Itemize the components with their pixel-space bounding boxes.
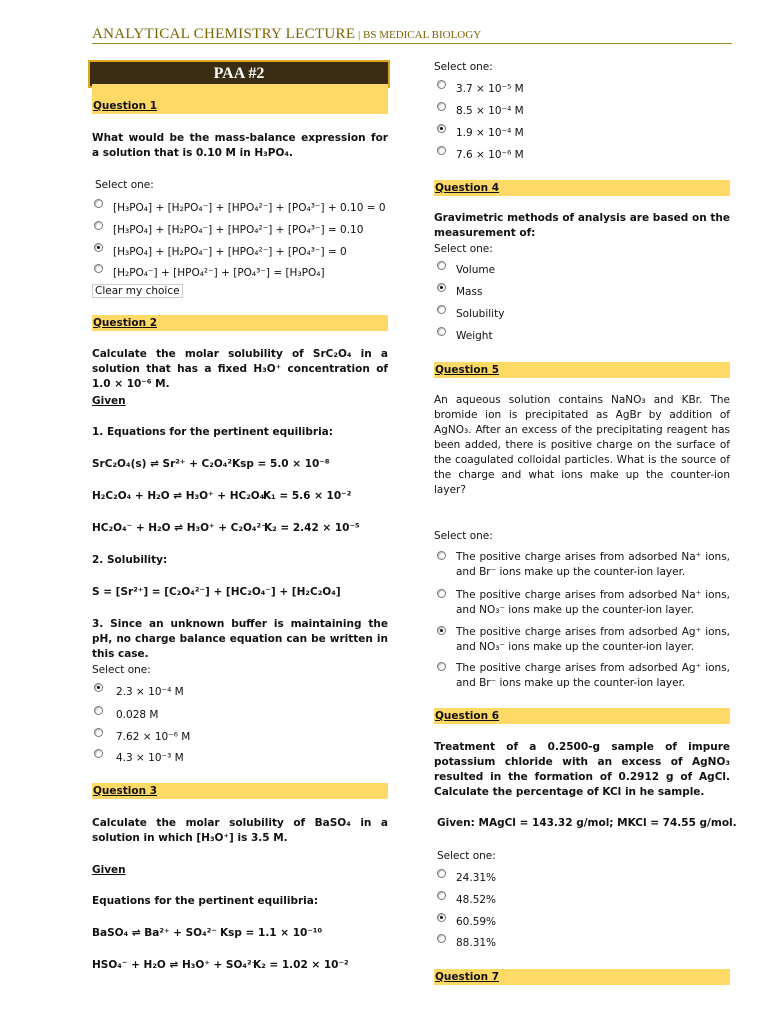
radio-button[interactable] [437,327,446,336]
radio-button[interactable] [437,934,446,943]
question-3-bar [92,783,388,799]
radio-button[interactable] [94,221,103,230]
q2-k2: K₂ = 2.42 × 10⁻⁵ [264,522,360,534]
q6-given: Given: MAgCl = 143.32 g/mol; MKCl = 74.55 g/mol. [437,817,737,829]
select-one-label: Select one: [95,179,154,191]
radio-button-selected[interactable] [437,124,446,133]
q4-option-1[interactable]: Volume [437,264,495,276]
q3-equation-1: BaSO₄ ⇌ Ba²⁺ + SO₄²⁻ [92,927,217,939]
q3-step-1: Equations for the pertinent equilibria: [92,895,319,907]
question-5-label: Question 5 [435,364,500,376]
q3-option-1[interactable]: 3.7 × 10⁻⁵ M [437,83,524,95]
question-5-bar [434,362,730,378]
q3-option-3[interactable]: 1.9 × 10⁻⁴ M [437,127,524,139]
radio-button-selected[interactable] [437,626,446,635]
q4-option-2[interactable]: Mass [437,286,482,298]
q6-option-2[interactable]: 48.52% [437,894,496,906]
q2-equation-2: H₂C₂O₄ + H₂O ⇌ H₃O⁺ + HC₂O₄⁻ [92,490,270,502]
q2-equation-3: HC₂O₄⁻ + H₂O ⇌ H₃O⁺ + C₂O₄²⁻ [92,522,267,534]
question-3-label: Question 3 [93,785,158,797]
q2-equation-1: SrC₂O₄(s) ⇌ Sr²⁺ + C₂O₄²⁻ [92,458,238,470]
radio-button[interactable] [437,869,446,878]
select-one-label: Select one: [437,850,496,862]
radio-button-selected[interactable] [437,283,446,292]
q1-option-2[interactable]: [H₃PO₄] + [H₂PO₄⁻] + [HPO₄²⁻] + [PO₄³⁻] = 0.10 [94,224,363,236]
select-one-label: Select one: [434,243,493,255]
radio-button[interactable] [437,146,446,155]
radio-button[interactable] [437,305,446,314]
question-2-label: Question 2 [93,317,158,329]
q3-given: Given [92,864,126,876]
radio-button[interactable] [94,706,103,715]
q6-option-1[interactable]: 24.31% [437,872,496,884]
question-1-bar [92,84,388,114]
question-4-bar [434,180,730,196]
radio-button-selected[interactable] [437,913,446,922]
select-one-label: Select one: [92,664,151,676]
select-one-label: Select one: [434,61,493,73]
clear-choice-link[interactable]: Clear my choice [92,284,183,298]
q2-given: Given [92,395,126,407]
radio-button[interactable] [437,102,446,111]
radio-button[interactable] [437,551,446,560]
q1-option-1[interactable]: [H₃PO₄] + [H₂PO₄⁻] + [HPO₄²⁻] + [PO₄³⁻] + 0.10 = 0 [94,202,386,214]
header-title: ANALYTICAL CHEMISTRY LECTURE [92,26,356,42]
paa-title: PAA #2 [88,60,390,88]
question-5-text: An aqueous solution contains NaNO₃ and KBr. The bromide ion is precipitated as AgBr by addition of AgNO₃. After an excess of the precipitating reagent has been added, there is positive charge on the surface of the coagulated colloidal particles. What is the source of the charge and what ions make up the counter-ion layer? [434,394,730,496]
radio-button[interactable] [437,891,446,900]
q2-option-1[interactable]: 2.3 × 10⁻⁴ M [94,686,184,698]
q3-ksp: Ksp = 1.1 × 10⁻¹⁰ [220,927,323,939]
q4-option-4[interactable]: Weight [437,330,493,342]
q5-option-3[interactable]: The positive charge arises from adsorbed Ag⁺ ions, and NO₃⁻ ions make up the counter-ion layer. [434,625,730,655]
q2-k1: K₁ = 5.6 × 10⁻² [263,490,352,502]
select-one-label: Select one: [434,530,493,542]
radio-button[interactable] [94,199,103,208]
q4-option-3[interactable]: Solubility [437,308,504,320]
q2-step-2: 2. Solubility: [92,554,168,566]
radio-button[interactable] [437,261,446,270]
page-header [92,26,732,44]
radio-button-selected[interactable] [94,243,103,252]
q1-option-4[interactable]: [H₂PO₄⁻] + [HPO₄²⁻] + [PO₄³⁻] = [H₃PO₄] [94,267,325,279]
q2-ksp: Ksp = 5.0 × 10⁻⁸ [232,458,330,470]
question-6-label: Question 6 [435,710,500,722]
q3-k2: K₂ = 1.02 × 10⁻² [253,959,349,971]
question-2-bar [92,315,388,331]
q3-option-2[interactable]: 8.5 × 10⁻⁴ M [437,105,524,117]
question-1-text: What would be the mass-balance expression for a solution that is 0.10 M in H₃PO₄. [92,132,388,159]
question-4-text: Gravimetric methods of analysis are based on the measurement of: [434,212,730,239]
radio-button[interactable] [437,589,446,598]
q6-option-3[interactable]: 60.59% [437,916,496,928]
q2-option-2[interactable]: 0.028 M [94,709,158,721]
q2-step-3: 3. Since an unknown buffer is maintaining the pH, no charge balance equation can be written in this case. [92,618,388,660]
q2-option-3[interactable]: 7.62 × 10⁻⁶ M [94,731,190,743]
q3-option-4[interactable]: 7.6 × 10⁻⁶ M [437,149,524,161]
question-2-text: Calculate the molar solubility of SrC₂O₄ in a solution that has a fixed H₃O⁺ concentration of 1.0 × 10⁻⁶ M. [92,348,388,390]
q5-option-4[interactable]: The positive charge arises from adsorbed Ag⁺ ions, and Br⁻ ions make up the counter-ion layer. [434,661,730,691]
q2-solubility: S = [Sr²⁺] = [C₂O₄²⁻] + [HC₂O₄⁻] + [H₂C₂O₄] [92,586,341,598]
radio-button-selected[interactable] [94,683,103,692]
q2-option-4[interactable]: 4.3 × 10⁻³ M [94,752,184,764]
q5-option-2[interactable]: The positive charge arises from adsorbed Na⁺ ions, and NO₃⁻ ions make up the counter-ion layer. [434,588,730,618]
radio-button[interactable] [94,264,103,273]
radio-button[interactable] [94,749,103,758]
q3-equation-2: HSO₄⁻ + H₂O ⇌ H₃O⁺ + SO₄²⁻ [92,959,258,971]
q2-step-1: 1. Equations for the pertinent equilibria: [92,426,333,438]
question-4-label: Question 4 [435,182,500,194]
question-1-label: Question 1 [93,100,158,112]
question-7-label: Question 7 [435,971,500,983]
header-separator: | [355,29,363,41]
question-3-text: Calculate the molar solubility of BaSO₄ in a solution in which [H₃O⁺] is 3.5 M. [92,817,388,844]
question-6-text: Treatment of a 0.2500-g sample of impure potassium chloride with an excess of AgNO₃ resulted in the formation of 0.2912 g of AgCl. Calculate the percentage of KCl in he sample. [434,741,730,798]
q5-option-1[interactable]: The positive charge arises from adsorbed Na⁺ ions, and Br⁻ ions make up the counter-ion layer. [434,550,730,580]
q6-option-4[interactable]: 88.31% [437,937,496,949]
radio-button[interactable] [437,662,446,671]
radio-button[interactable] [94,728,103,737]
radio-button[interactable] [437,80,446,89]
q1-option-3[interactable]: [H₃PO₄] + [H₂PO₄⁻] + [HPO₄²⁻] + [PO₄³⁻] = 0 [94,246,347,258]
question-6-bar [434,708,730,724]
question-7-bar [434,969,730,985]
header-subtitle: BS MEDICAL BIOLOGY [362,29,482,41]
